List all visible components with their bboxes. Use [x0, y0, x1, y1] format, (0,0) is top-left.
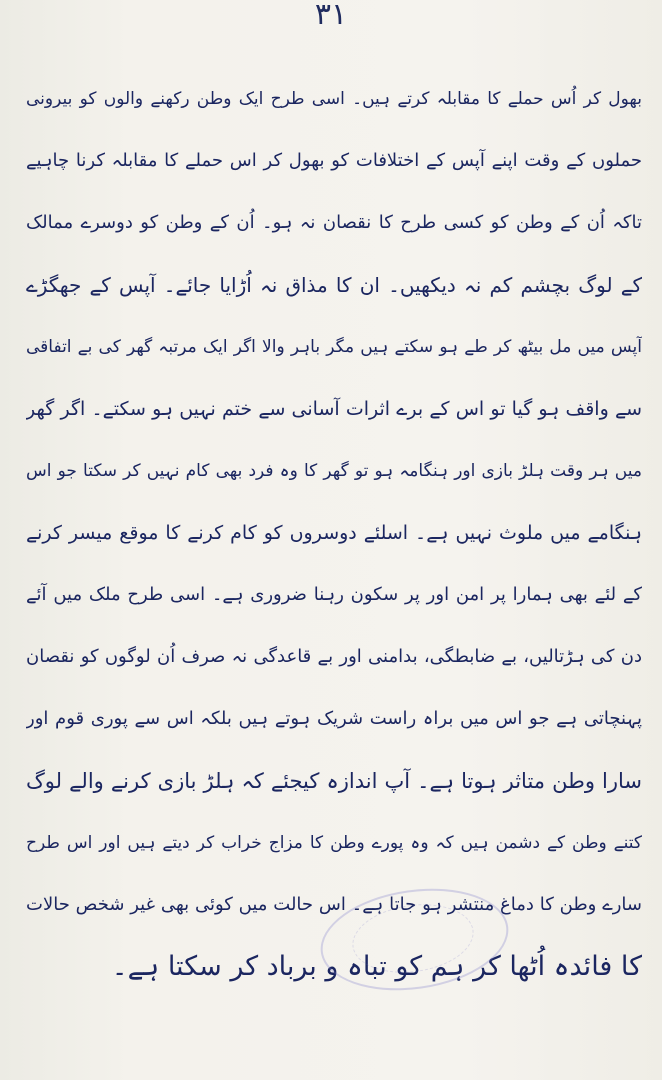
text-line: بھول کر اُس حملے کا مقابلہ کرتے ہیں۔ اسی طرح ایک وطن رکھنے والوں کو بیرونی — [26, 89, 642, 109]
text-line: پہنچاتی ہے جو اس میں براہ راست شریک ہوتے ہیں بلکہ اس سے پوری قوم اور — [26, 708, 642, 729]
body-text — [26, 68, 642, 998]
text-line: ہنگامے میں ملوث نہیں ہے۔ اسلئے دوسروں کو کام کرنے کا موقع میسر کرنے — [26, 522, 642, 544]
text-line: کے لئے بھی ہمارا پر امن اور پر سکون رہنا ضروری ہے۔ اسی طرح ملک میں آئے — [26, 584, 642, 605]
text-line: تاکہ اُن کے وطن کو کسی طرح کا نقصان نہ ہو۔ اُن کے وطن کو دوسرے ممالک — [26, 212, 642, 233]
text-line: کا فائدہ اُٹھا کر ہم کو تباہ و برباد کر سکتا ہے۔ — [111, 951, 642, 982]
text-line: کے لوگ بچشم کم نہ دیکھیں۔ ان کا مذاق نہ اُڑایا جائے۔ آپس کے جھگڑے — [26, 273, 642, 297]
text-line: میں ہر وقت ہلڑ بازی اور ہنگامہ ہو تو گھر کا وہ فرد بھی کام نہیں کر سکتا جو اس — [26, 461, 642, 481]
text-line: سارے وطن کا دماغ منتشر ہو جاتا ہے۔ اس حالت میں کوئی بھی غیر شخص حالات — [26, 894, 642, 915]
text-line: دن کی ہڑتالیں، بے ضابطگی، بدامنی اور بے قاعدگی نہ صرف اُن لوگوں کو نقصان — [26, 646, 642, 667]
text-line: حملوں کے وقت اپنے آپس کے اختلافات کو بھول کر اس حملے کا مقابلہ کرنا چاہیے — [26, 150, 642, 171]
text-line: کتنے وطن کے دشمن ہیں کہ وہ پورے وطن کا مزاج خراب کر دیتے ہیں اور اس طرح — [26, 833, 642, 853]
text-line: آپس میں مل بیٹھ کر طے ہو سکتے ہیں مگر باہر والا اگر ایک مرتبہ گھر کی بے اتفاقی — [26, 337, 642, 357]
page-number: ۳۱ — [314, 0, 348, 32]
text-line: سارا وطن متاثر ہوتا ہے۔ آپ اندازہ کیجئے کہ ہلڑ بازی کرنے والے لوگ — [26, 769, 642, 793]
text-line: سے واقف ہو گیا تو اس کے برے اثرات آسانی سے ختم نہیں ہو سکتے۔ اگر گھر — [26, 398, 642, 420]
